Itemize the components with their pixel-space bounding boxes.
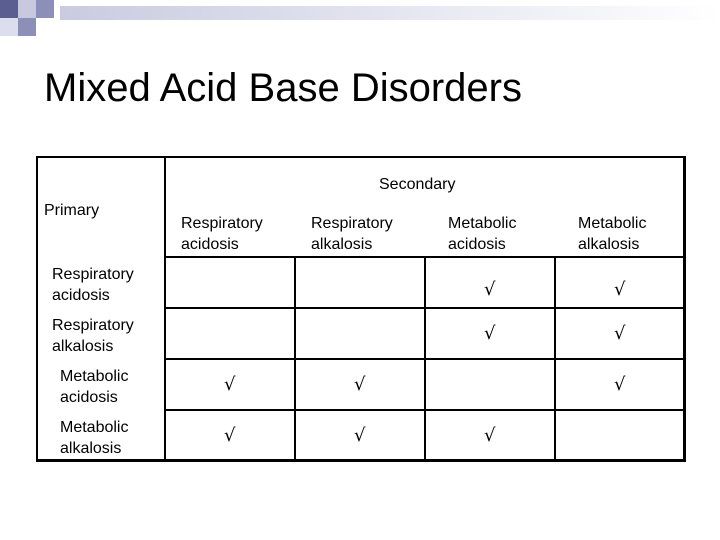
check-cell: √ xyxy=(484,323,496,344)
grid-line xyxy=(164,358,686,360)
column-header-respiratory-acidosis: Respiratory acidosis xyxy=(181,215,263,253)
grid-line xyxy=(164,256,686,258)
column-header-metabolic-acidosis: Metabolic acidosis xyxy=(448,215,517,253)
column-header-respiratory-alkalosis: Respiratory alkalosis xyxy=(311,215,393,253)
table-border xyxy=(36,156,686,462)
column-header-metabolic-alkalosis: Metabolic alkalosis xyxy=(578,215,647,253)
check-cell: √ xyxy=(354,425,366,446)
row-header-metabolic-acidosis: Metabolic acidosis xyxy=(60,368,129,406)
slide-title: Mixed Acid Base Disorders xyxy=(44,66,522,110)
check-cell: √ xyxy=(614,323,626,344)
check-cell: √ xyxy=(354,374,366,395)
check-cell: √ xyxy=(224,425,236,446)
check-cell: √ xyxy=(484,425,496,446)
check-cell: √ xyxy=(614,279,626,300)
grid-line xyxy=(164,156,166,462)
row-header-respiratory-alkalosis: Respiratory alkalosis xyxy=(52,317,134,355)
decorative-squares xyxy=(0,0,720,40)
check-cell: √ xyxy=(484,279,496,300)
check-cell: √ xyxy=(224,374,236,395)
grid-line xyxy=(164,409,686,411)
primary-header: Primary xyxy=(44,202,100,219)
secondary-header: Secondary xyxy=(379,176,456,193)
check-cell: √ xyxy=(614,374,626,395)
row-header-respiratory-acidosis: Respiratory acidosis xyxy=(52,266,134,304)
row-header-metabolic-alkalosis: Metabolic alkalosis xyxy=(60,419,129,457)
grid-line xyxy=(164,307,686,309)
